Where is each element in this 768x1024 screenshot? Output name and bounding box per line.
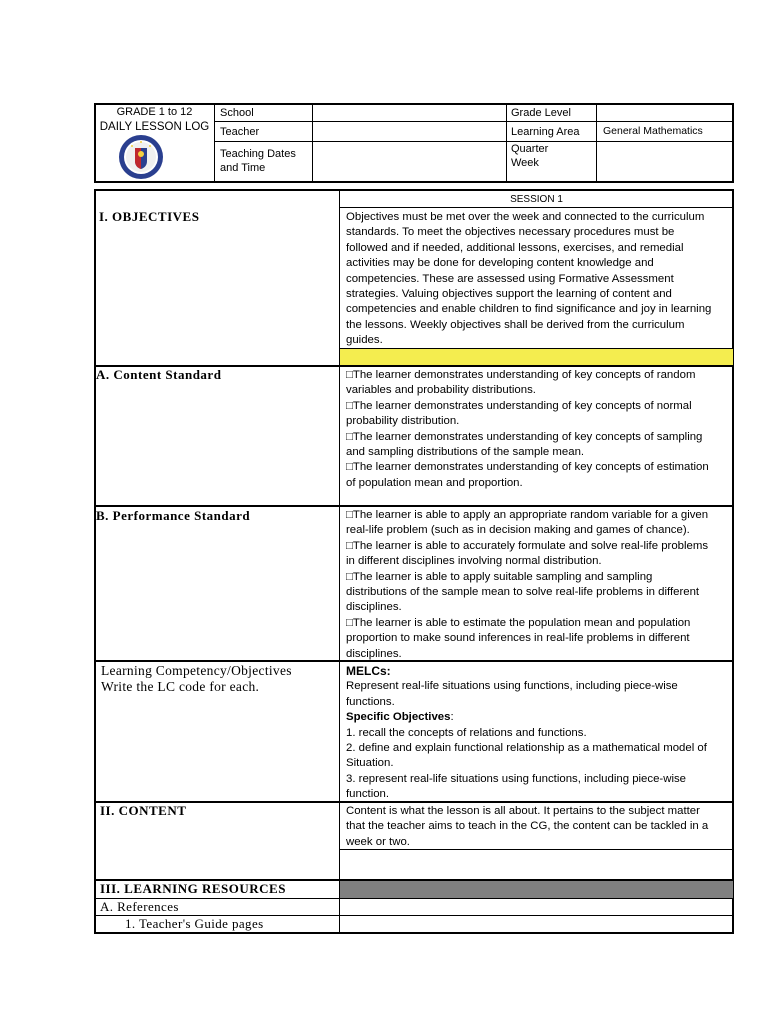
content-standard-label: A. Content Standard bbox=[96, 367, 222, 382]
teacher-field[interactable] bbox=[313, 122, 506, 141]
content-standard-text: □The learner demonstrates understanding of key concepts of random variables and probability distributions. □The learner demonstrates understanding of key concepts of normal probability distribution. □The learner demonstrates understanding of key concepts of sampling and sampling distributions of the sample mean. □The learner demonstrates understanding of key concepts of estimation of population mean and proportion. bbox=[346, 369, 709, 489]
session-divider bbox=[340, 207, 733, 208]
teaching-dates-field[interactable] bbox=[313, 142, 506, 182]
competency-label: Learning Competency/Objectives Write the LC code for each. bbox=[101, 663, 292, 694]
session-header: SESSION 1 bbox=[510, 194, 563, 205]
references-label: A. References bbox=[100, 899, 179, 914]
competency-text: MELCs: Represent real-life situations using functions, including piece-wise functions. Specific Objectives: 1. recall the concepts of relations and functions. 2. define and explain functional relationship as a mathematical model of Situation. 3. represent real-life situations using functions, including piece-wise function. bbox=[346, 664, 730, 803]
learning-area-value: General Mathematics bbox=[603, 125, 703, 137]
performance-standard-label: B. Performance Standard bbox=[96, 508, 251, 523]
teachers-guide-label: 1. Teacher's Guide pages bbox=[125, 916, 264, 931]
grade-level-label: Grade Level bbox=[511, 107, 571, 119]
quarter-label: Quarter bbox=[511, 143, 549, 155]
content-text: Content is what the lesson is all about. It pertains to the subject matter that the teacher aims to teach in the CG, the content can be tackled in a week or two. bbox=[346, 805, 709, 848]
objectives-highlight bbox=[340, 349, 733, 365]
column-divider bbox=[339, 190, 340, 933]
school-field[interactable] bbox=[313, 105, 506, 121]
content-label: II. CONTENT bbox=[100, 803, 187, 818]
performance-standard-text: □The learner is able to apply an appropriate random variable for a given real-life problem (such as in decision making and games of chance). □The learner is able to accurately formulate and solve real-life problems in different disciplines involving normal distribution. □The learner is able to apply suitable sampling and sampling distributions of the sample mean to solve real-life problems in different disciplines. □The learner is able to estimate the population mean and population proportion to make sound inferences in real-life problems in different disciplines. bbox=[346, 509, 709, 660]
school-label: School bbox=[220, 107, 254, 119]
learning-resources-label: III. LEARNING RESOURCES bbox=[100, 881, 286, 896]
week-label: Week bbox=[511, 157, 539, 169]
row-divider bbox=[95, 505, 733, 507]
teaching-time-label: and Time bbox=[220, 162, 266, 174]
log-title: DAILY LESSON LOG bbox=[99, 121, 210, 133]
deped-seal-icon bbox=[118, 134, 164, 180]
melcs-heading: MELCs: bbox=[346, 664, 391, 678]
teaching-dates-label: Teaching Dates bbox=[220, 148, 296, 160]
header-divider bbox=[506, 104, 507, 182]
row-divider bbox=[95, 898, 733, 899]
header-divider bbox=[214, 104, 215, 182]
teacher-label: Teacher bbox=[220, 126, 260, 138]
learning-area-label: Learning Area bbox=[511, 126, 580, 138]
header-divider bbox=[596, 104, 597, 182]
objectives-label: I. OBJECTIVES bbox=[99, 209, 200, 224]
grade-range: GRADE 1 to 12 bbox=[116, 106, 193, 118]
specific-objectives-heading: Specific Objectives bbox=[346, 711, 451, 724]
resources-highlight bbox=[340, 881, 733, 898]
objectives-text: Objectives must be met over the week and connected to the curriculum standards. To meet the objectives necessary procedures must be followed and if needed, additional lessons, exercises, and remedial activities may be done for developing content knowledge and competencies. These are assessed using Formative Assessment strategies. Valuing objectives support the learning of content and competencies and enable children to find significance and joy in learning the lessons. Weekly objectives shall be derived from the curriculum guides. bbox=[346, 211, 712, 347]
